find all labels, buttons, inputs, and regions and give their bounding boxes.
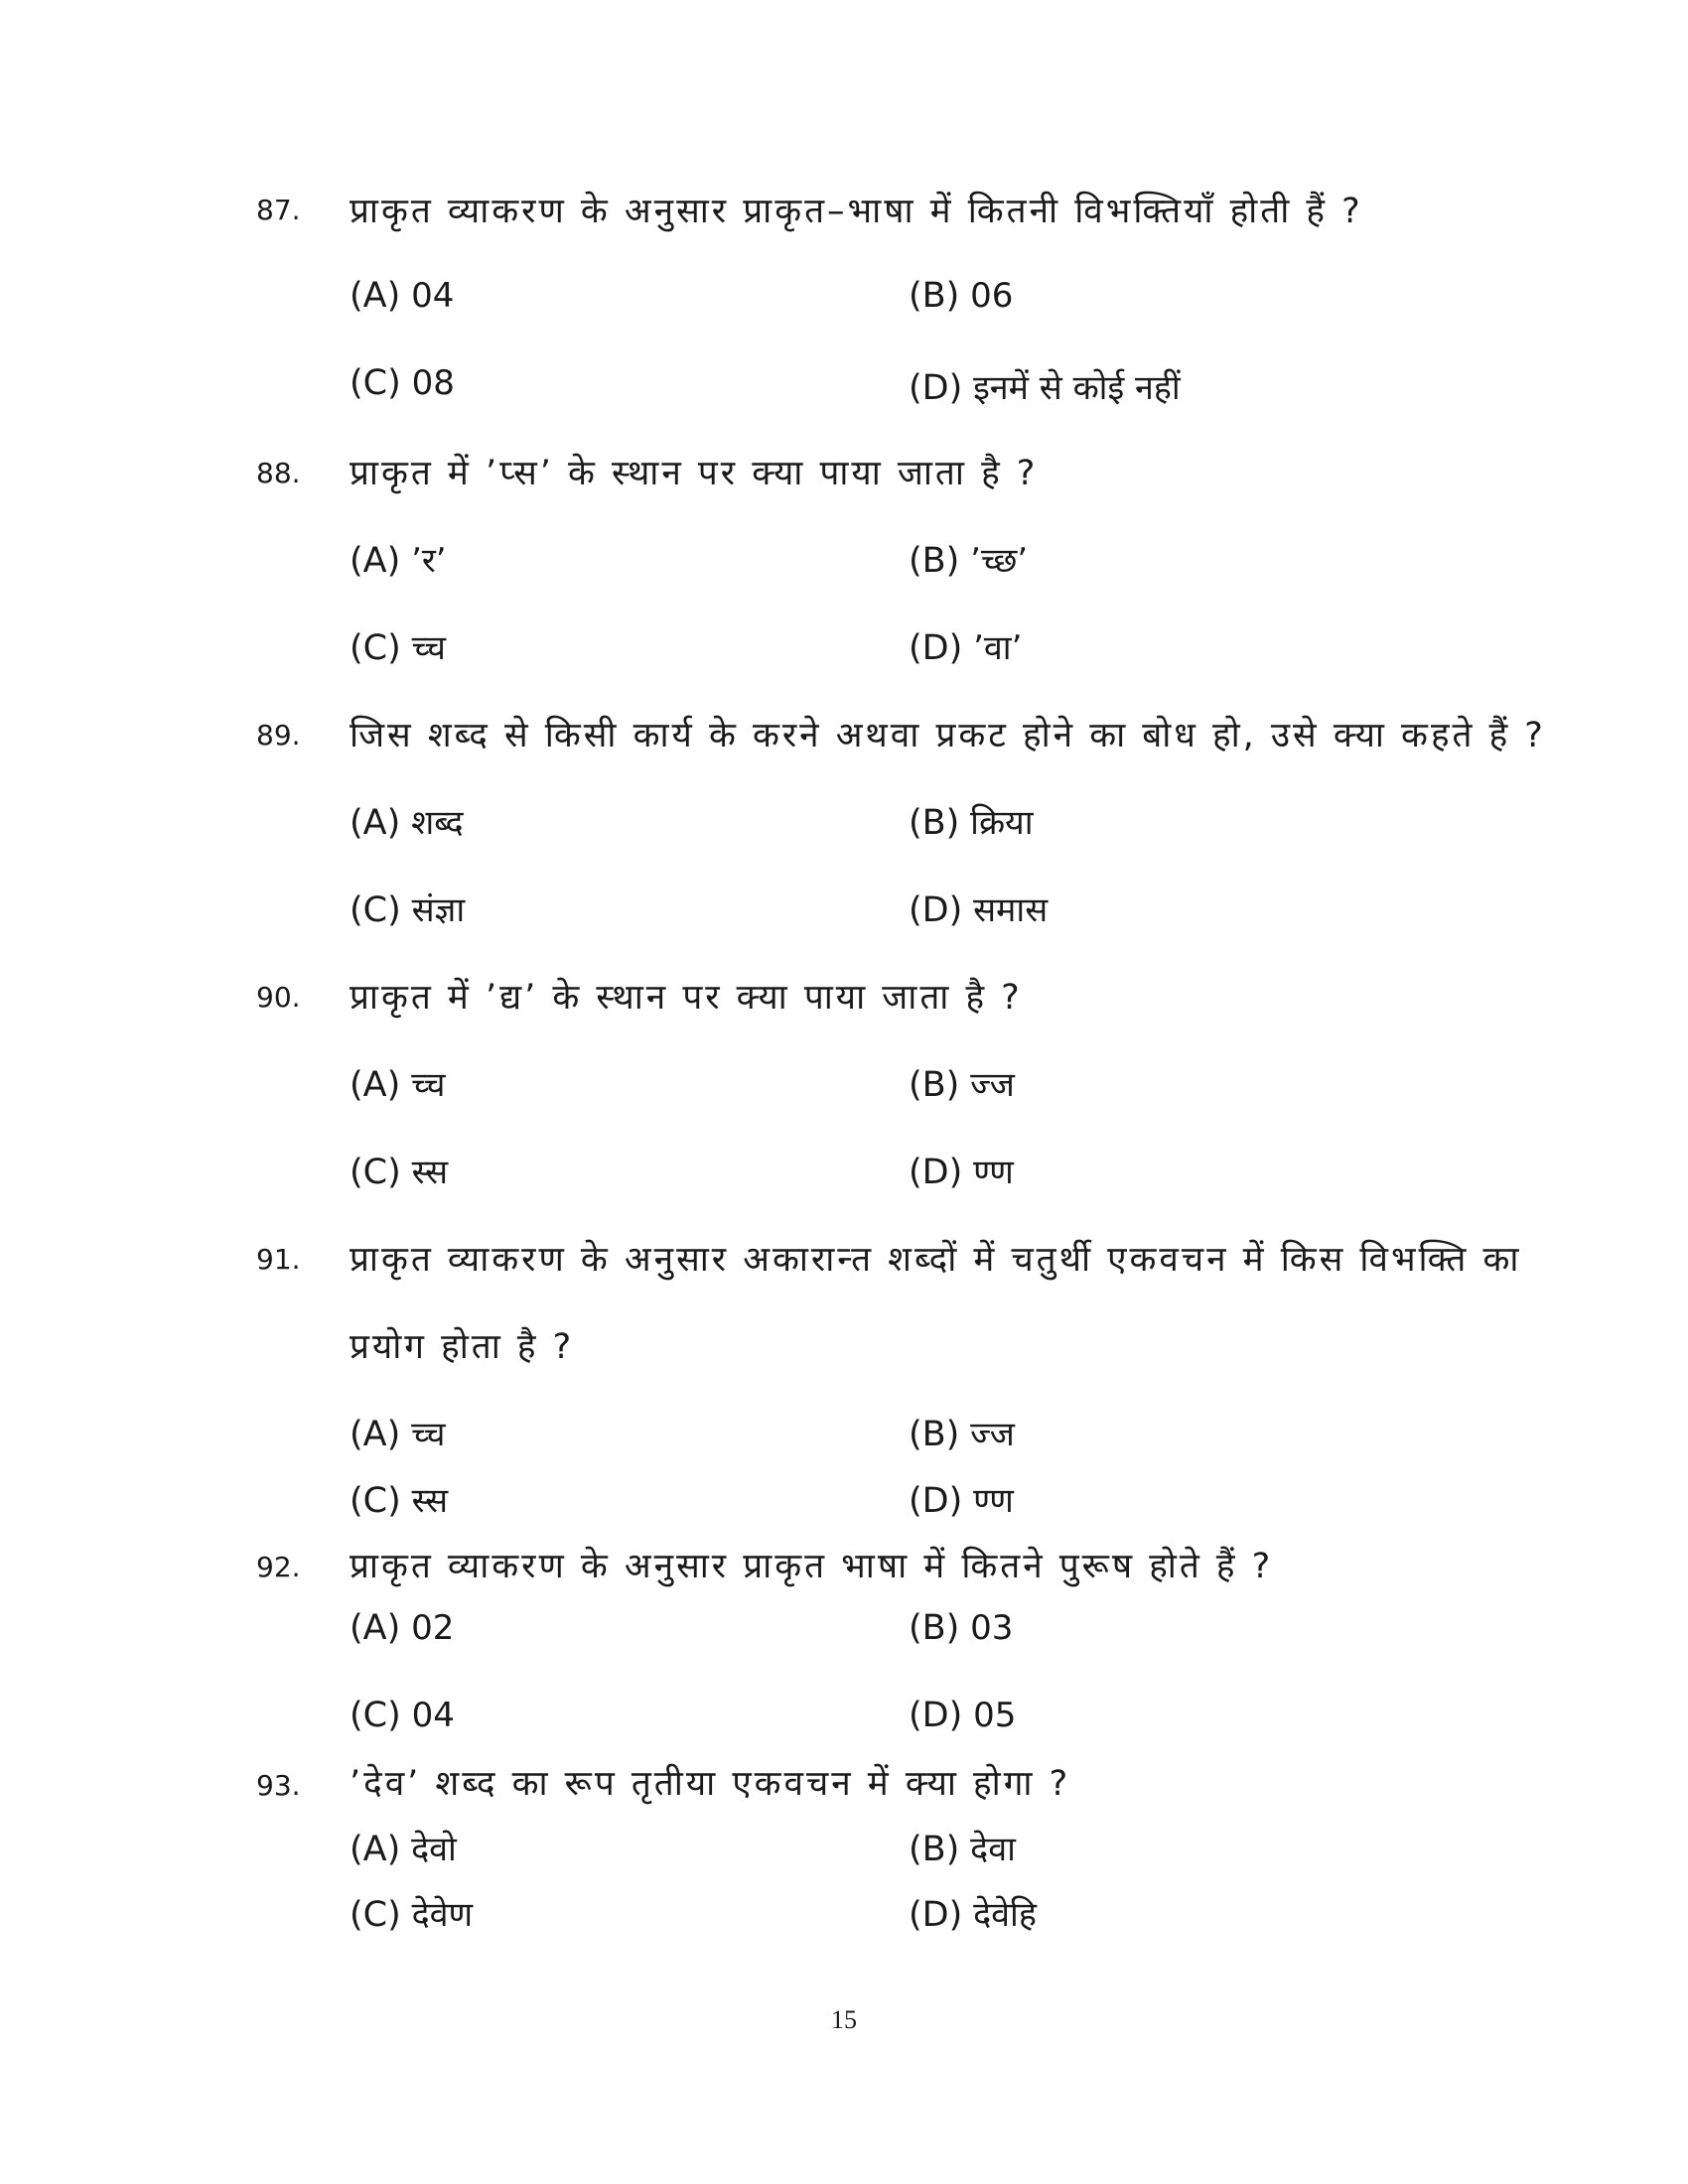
question-text: जिस शब्द से किसी कार्य के करने अथवा प्रकट होने का बोध हो, उसे क्या कहते हैं ? xyxy=(350,716,1546,755)
option-label: (B) xyxy=(909,1608,960,1648)
option-b xyxy=(909,1410,1015,1455)
option-d xyxy=(909,1696,1016,1735)
option-label: (C) xyxy=(350,1895,401,1935)
option-c xyxy=(350,1890,473,1936)
option-text: देवेहि xyxy=(973,1895,1037,1935)
option-c xyxy=(350,1696,455,1735)
option-label: (B) xyxy=(909,1415,960,1454)
option-text: स्स xyxy=(411,1481,449,1521)
option-b xyxy=(909,1060,1015,1106)
option-text: ज्ज xyxy=(970,1065,1015,1105)
option-label: (C) xyxy=(350,890,401,930)
option-c xyxy=(350,623,446,669)
option-text: ण्ण xyxy=(973,1153,1014,1192)
option-label: (D) xyxy=(909,890,963,930)
question-text-line-2: प्रयोग होता है ? xyxy=(350,1327,575,1367)
option-c xyxy=(350,886,465,931)
question-number: 89. xyxy=(256,719,301,751)
option-text: ’वा’ xyxy=(973,628,1023,668)
option-b xyxy=(909,1608,1013,1648)
option-text: 03 xyxy=(970,1608,1014,1648)
question-number: 91. xyxy=(256,1243,301,1276)
option-a xyxy=(350,1410,446,1455)
option-text: ’च्छ’ xyxy=(970,541,1029,581)
option-b xyxy=(909,1825,1016,1870)
page-number: 15 xyxy=(831,2005,857,2034)
question-number: 87. xyxy=(256,194,301,226)
option-text: ज्ज xyxy=(970,1415,1015,1454)
option-label: (B) xyxy=(909,541,960,581)
option-label: (D) xyxy=(909,368,963,408)
option-text: शब्द xyxy=(411,803,464,843)
option-label: (A) xyxy=(350,541,401,581)
question-text: ’देव’ शब्द का रूप तृतीया एकवचन में क्या होगा ? xyxy=(350,1764,1071,1804)
option-label: (C) xyxy=(350,363,401,403)
option-label: (C) xyxy=(350,628,401,668)
option-label: (B) xyxy=(909,1830,960,1869)
option-label: (D) xyxy=(909,1153,963,1192)
option-a xyxy=(350,1825,457,1870)
option-a xyxy=(350,1060,446,1106)
option-label: (C) xyxy=(350,1153,401,1192)
option-label: (A) xyxy=(350,803,401,843)
option-text: ण्ण xyxy=(973,1481,1014,1521)
option-d xyxy=(909,1148,1014,1193)
option-c xyxy=(350,1476,448,1522)
option-text: ’र’ xyxy=(411,541,447,581)
option-text: च्च xyxy=(411,1065,446,1105)
option-label: (D) xyxy=(909,1895,963,1935)
option-text: देवेण xyxy=(411,1895,474,1935)
option-label: (D) xyxy=(909,628,963,668)
question-number: 92. xyxy=(256,1551,301,1583)
option-text: 02 xyxy=(411,1608,455,1648)
option-text: देवो xyxy=(411,1830,457,1869)
option-a xyxy=(350,276,454,316)
option-label: (D) xyxy=(909,1481,963,1521)
question-text: प्राकृत व्याकरण के अनुसार प्राकृत–भाषा में कितनी विभक्तियाँ होती हैं ? xyxy=(350,192,1363,231)
option-text: च्च xyxy=(411,1415,446,1454)
option-text: क्रिया xyxy=(970,803,1034,843)
option-text: 06 xyxy=(970,276,1014,316)
option-text: संज्ञा xyxy=(411,890,466,930)
option-b xyxy=(909,798,1034,844)
option-d xyxy=(909,623,1022,669)
option-label: (D) xyxy=(909,1696,963,1735)
option-label: (A) xyxy=(350,1415,401,1454)
option-d xyxy=(909,1476,1014,1522)
option-text: समास xyxy=(973,890,1049,930)
option-text: च्च xyxy=(411,628,446,668)
option-label: (B) xyxy=(909,1065,960,1105)
option-label: (A) xyxy=(350,1065,401,1105)
option-text: देवा xyxy=(970,1830,1016,1869)
question-number: 88. xyxy=(256,457,301,489)
option-a xyxy=(350,798,464,844)
question-text: प्राकृत में ’द्य’ के स्थान पर क्या पाया जाता है ? xyxy=(350,978,1023,1018)
option-b xyxy=(909,536,1028,582)
option-text: 04 xyxy=(411,1696,455,1735)
option-text: 05 xyxy=(973,1696,1017,1735)
option-c xyxy=(350,363,455,403)
option-label: (C) xyxy=(350,1696,401,1735)
option-label: (C) xyxy=(350,1481,401,1521)
option-label: (A) xyxy=(350,1830,401,1869)
option-text: 08 xyxy=(411,363,455,403)
option-text: इनमें से कोई नहीं xyxy=(973,368,1181,408)
option-text: स्स xyxy=(411,1153,449,1192)
question-number: 93. xyxy=(256,1769,301,1802)
option-label: (B) xyxy=(909,276,960,316)
question-text: प्राकृत में ’प्स’ के स्थान पर क्या पाया जाता है ? xyxy=(350,454,1039,493)
option-d xyxy=(909,363,1181,409)
option-d xyxy=(909,1890,1037,1936)
option-label: (A) xyxy=(350,1608,401,1648)
option-text: 04 xyxy=(411,276,455,316)
option-d xyxy=(909,886,1048,931)
question-text-line-1: प्राकृत व्याकरण के अनुसार अकारान्त शब्दों में चतुर्थी एकवचन में किस विभक्ति का xyxy=(350,1240,1522,1280)
question-text: प्राकृत व्याकरण के अनुसार प्राकृत भाषा में कितने पुरूष होते हैं ? xyxy=(350,1547,1274,1586)
option-a xyxy=(350,1608,454,1648)
option-label: (B) xyxy=(909,803,960,843)
option-a xyxy=(350,536,447,582)
question-number: 90. xyxy=(256,981,301,1014)
option-b xyxy=(909,276,1013,316)
option-c xyxy=(350,1148,448,1193)
option-label: (A) xyxy=(350,276,401,316)
